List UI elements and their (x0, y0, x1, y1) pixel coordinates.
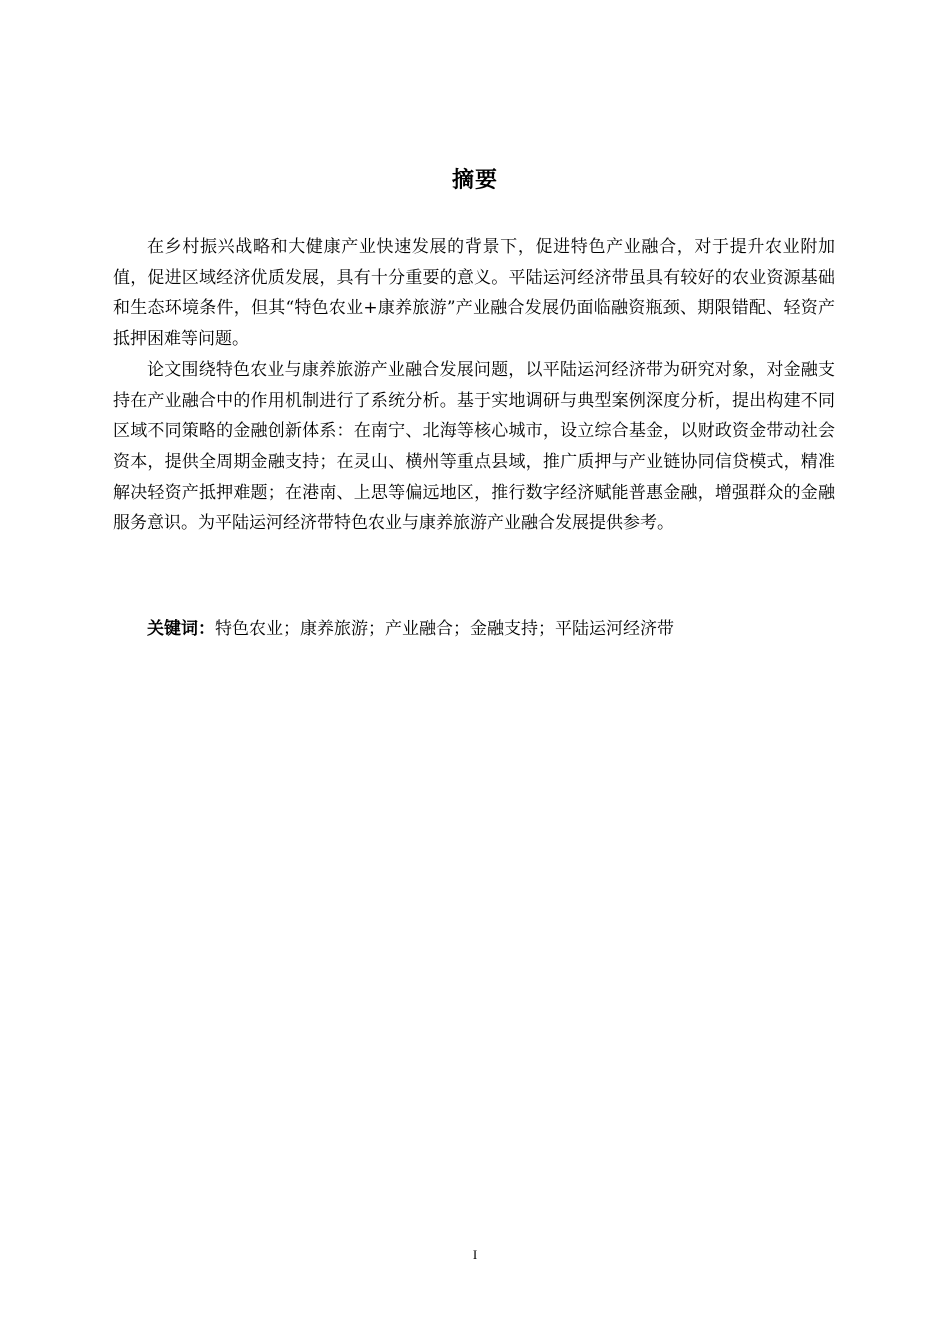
keywords-label: 关键词： (147, 619, 215, 639)
abstract-title: 摘要 (451, 168, 498, 193)
abstract-paragraph-1: 在乡村振兴战略和大健康产业快速发展的背景下，促进特色产业融合，对于提升农业附加值，促进区域经济优质发展，具有十分重要的意义。平陆运河经济带虽具有较好的农业资源基础和生态环境条件，但其“特色农业+康养旅游”产业融合发展仍面临融资瓶颈、期限错配、轻资产抵押困难等问题。 (113, 237, 835, 350)
page-number: I (472, 1247, 478, 1262)
abstract-body (113, 232, 835, 539)
keywords-text: 特色农业；康养旅游；产业融合；金融支持；平陆运河经济带 (215, 619, 674, 639)
keywords-line (147, 615, 837, 643)
abstract-paragraph-2: 论文围绕特色农业与康养旅游产业融合发展问题，以平陆运河经济带为研究对象，对金融支持在产业融合中的作用机制进行了系统分析。基于实地调研与典型案例深度分析，提出构建不同区域不同策略的金融创新体系：在南宁、北海等核心城市，设立综合基金，以财政资金带动社会资本，提供全周期金融支持；在灵山、横州等重点县域，推广质押与产业链协同信贷模式，精准解决轻资产抵押难题；在港南、上思等偏远地区，推行数字经济赋能普惠金融，增强群众的金融服务意识。为平陆运河经济带特色农业与康养旅游产业融合发展提供参考。 (113, 359, 835, 534)
